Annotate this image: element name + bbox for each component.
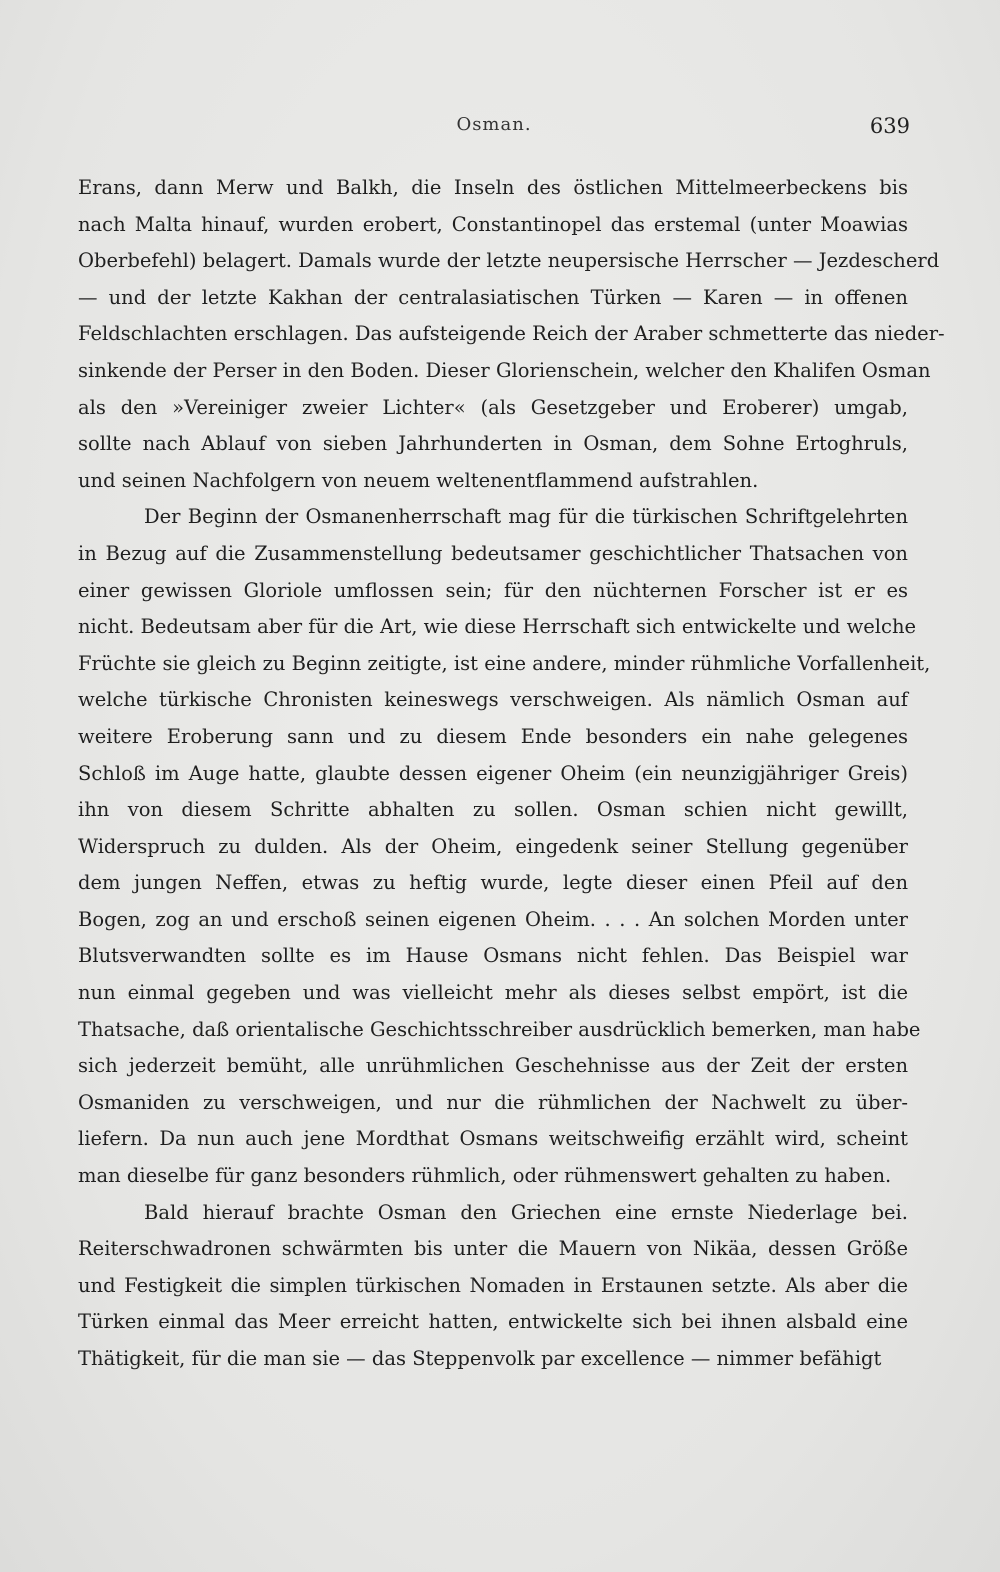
text-line: sollte nach Ablauf von sieben Jahrhunderten in Osman, dem Sohne Ertoghruls, xyxy=(78,432,908,456)
text-line: Feldschlachten erschlagen. Das aufsteigende Reich der Araber schmetterte das nieder- xyxy=(78,322,945,346)
text-line: Thätigkeit, für die man sie — das Steppenvolk par excellence — nimmer befähigt xyxy=(78,1347,882,1370)
text-line: sich jederzeit bemüht, alle unrühmlichen Geschehnisse aus der Zeit der ersten xyxy=(78,1054,908,1078)
text-line: als den »Vereiniger zweier Lichter« (als Gesetzgeber und Eroberer) umgab, xyxy=(78,395,908,419)
text-line: Widerspruch zu dulden. Als der Oheim, eingedenk seiner Stellung gegenüber xyxy=(78,834,908,858)
text-line: sinkende der Perser in den Boden. Dieser Glorienschein, welcher den Khalifen Osman xyxy=(78,358,931,382)
text-line: weitere Eroberung sann und zu diesem Ende besonders ein nahe gelegenes xyxy=(78,724,908,748)
text-line: nach Malta hinauf, wurden erobert, Constantinopel das erstemal (unter Moawias xyxy=(78,212,908,236)
text-line: ihn von diesem Schritte abhalten zu sollen. Osman schien nicht gewillt, xyxy=(78,798,908,822)
text-line: Reiterschwadronen schwärmten bis unter die Mauern von Nikäa, dessen Größe xyxy=(78,1237,908,1261)
text-line: welche türkische Chronisten keineswegs verschweigen. Als nämlich Osman auf xyxy=(78,688,908,712)
text-line: liefern. Da nun auch jene Mordthat Osmans weitschweifig erzählt wird, scheint xyxy=(78,1127,908,1151)
text-line: Schloß im Auge hatte, glaubte dessen eigener Oheim (ein neunzigjähriger Greis) xyxy=(78,761,908,785)
text-line: Blutsverwandten sollte es im Hause Osmans nicht fehlen. Das Beispiel war xyxy=(78,944,908,968)
text-line: nicht. Bedeutsam aber für die Art, wie diese Herrschaft sich entwickelte und welche xyxy=(78,615,917,639)
text-line: dem jungen Neffen, etwas zu heftig wurde, legte dieser einen Pfeil auf den xyxy=(78,871,908,895)
paragraph xyxy=(78,499,931,1194)
text-line: Früchte sie gleich zu Beginn zeitigte, ist eine andere, minder rühmliche Vorfallenheit, xyxy=(78,651,931,675)
page-number: 639 xyxy=(869,114,910,138)
text-line: Oberbefehl) belagert. Damals wurde der letzte neupersische Herrscher — Jezdescherd xyxy=(78,249,940,273)
running-head xyxy=(78,114,910,144)
text-line: Thatsache, daß orientalische Geschichtsschreiber ausdrücklich bemerken, man habe xyxy=(78,1017,921,1041)
text-line: in Bezug auf die Zusammenstellung bedeutsamer geschichtlicher Thatsachen von xyxy=(78,541,908,565)
text-line: Bogen, zog an und erschoß seinen eigenen Oheim. . . . An solchen Morden unter xyxy=(78,907,908,931)
text-line: Türken einmal das Meer erreicht hatten, entwickelte sich bei ihnen alsbald eine xyxy=(78,1310,908,1334)
paragraph xyxy=(78,1195,908,1378)
text-line: — und der letzte Kakhan der centralasiatischen Türken — Karen — in offenen xyxy=(78,285,908,309)
body-text xyxy=(78,170,945,1378)
text-line: und Festigkeit die simplen türkischen Nomaden in Erstaunen setzte. Als aber die xyxy=(78,1273,908,1297)
text-line: nun einmal gegeben und was vielleicht mehr als dieses selbst empört, ist die xyxy=(78,981,908,1005)
text-line: und seinen Nachfolgern von neuem weltenentflammend aufstrahlen. xyxy=(78,468,759,492)
text-line: einer gewissen Gloriole umflossen sein; für den nüchternen Forscher ist er es xyxy=(78,578,908,602)
text-line: Bald hierauf brachte Osman den Griechen eine ernste Niederlage bei. xyxy=(144,1200,908,1224)
paragraph xyxy=(78,170,945,499)
text-line: Der Beginn der Osmanenherrschaft mag für die türkischen Schriftgelehrten xyxy=(144,505,908,529)
text-line: Osmaniden zu verschweigen, und nur die rühmlichen der Nachwelt zu über- xyxy=(78,1090,908,1114)
text-line: Erans, dann Merw und Balkh, die Inseln des östlichen Mittelmeerbeckens bis xyxy=(78,176,908,199)
running-title: Osman. xyxy=(456,114,532,135)
text-line: man dieselbe für ganz besonders rühmlich, oder rühmenswert gehalten zu haben. xyxy=(78,1164,892,1188)
